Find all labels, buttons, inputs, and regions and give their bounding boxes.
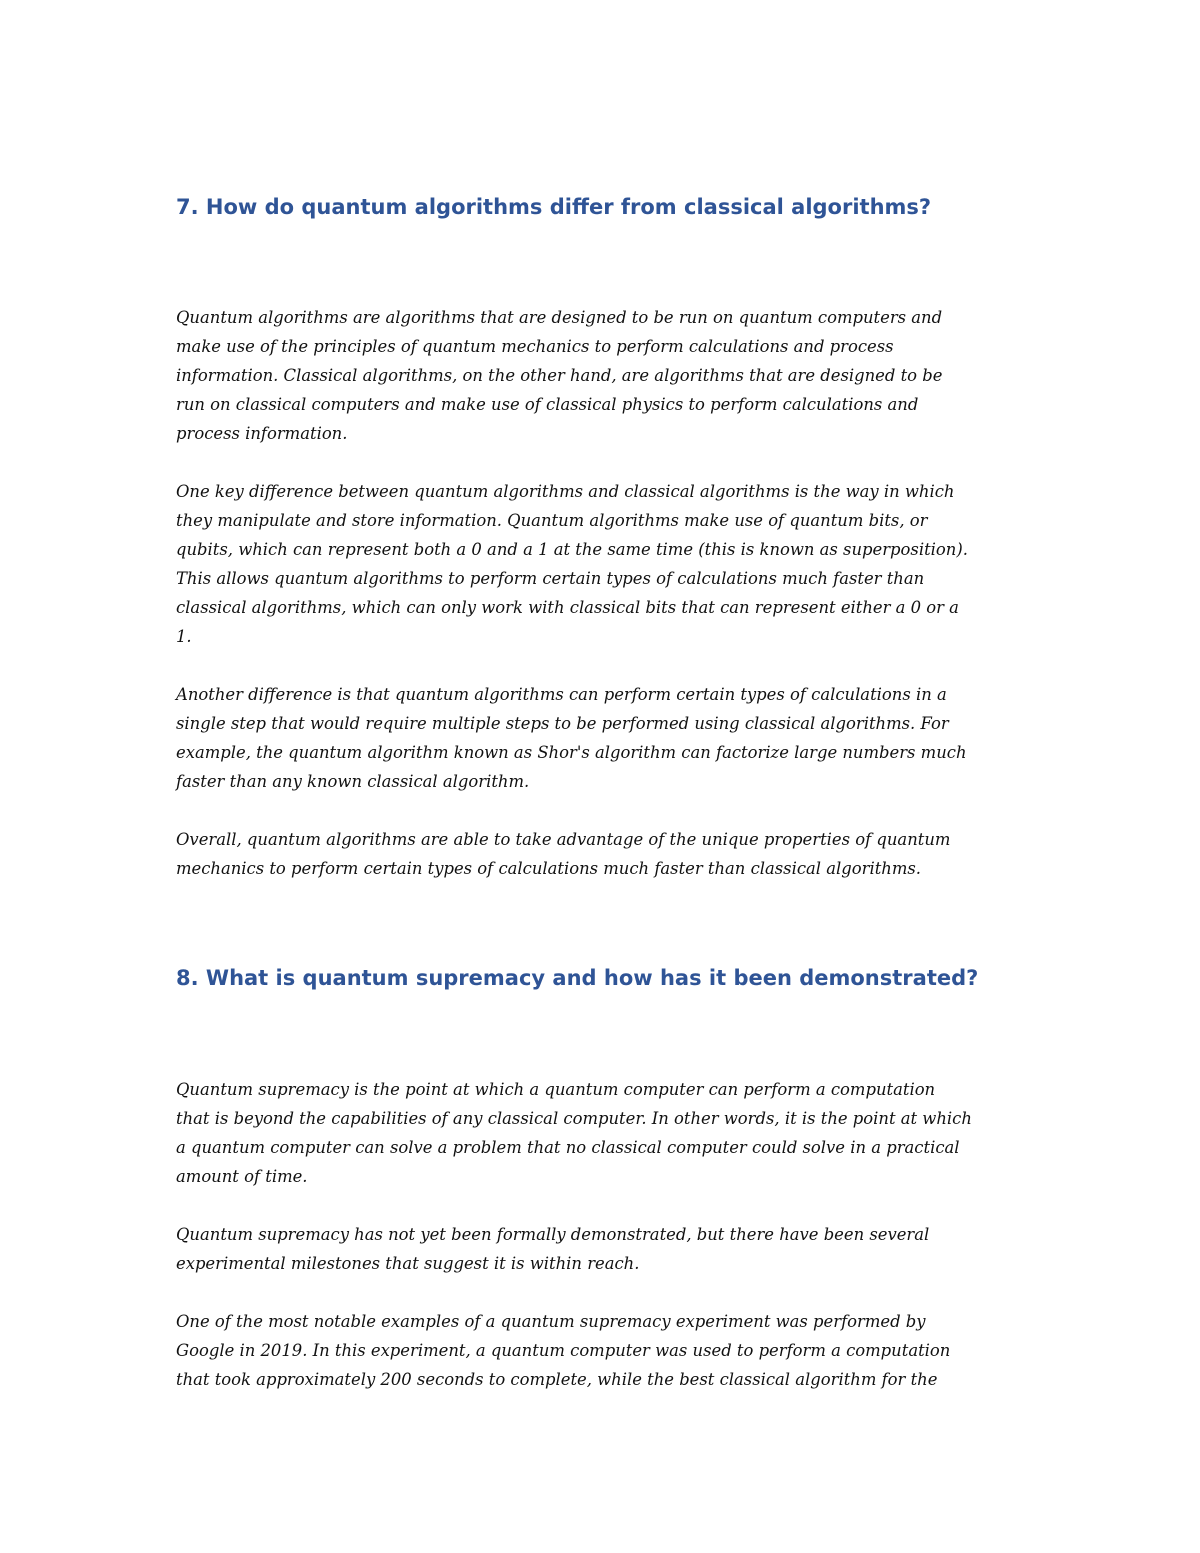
section-8-paragraph-1: Quantum supremacy is the point at which a quantum computer can perform a computation that is beyond the capabilities of any classical computer. In other words, it is the point at which a quantum computer can solve a problem that no classical computer could solve in a practical amount of time. (176, 1080, 972, 1186)
section-8-body (176, 1075, 1036, 1394)
section-7-paragraph-1: Quantum algorithms are algorithms that are designed to be run on quantum computers and make use of the principles of quantum mechanics to perform calculations and process information. Classical algorithms, on the other hand, are algorithms that are designed to be run on classical computers and make use of classical physics to perform calculations and process information. (176, 308, 943, 443)
section-7-heading: 7. How do quantum algorithms differ from classical algorithms? (176, 195, 932, 219)
section-8-paragraph-3: One of the most notable examples of a quantum supremacy experiment was performed by Google in 2019. In this experiment, a quantum computer was used to perform a computation that took approximately 200 seconds to complete, while the best classical algorithm for the (176, 1312, 951, 1389)
section-8-paragraph-2: Quantum supremacy has not yet been formally demonstrated, but there have been several experimental milestones that suggest it is within reach. (176, 1225, 930, 1273)
section-7-paragraph-2: One key difference between quantum algorithms and classical algorithms is the way in which they manipulate and store information. Quantum algorithms make use of quantum bits, or qubits, which can represent both a 0 and a 1 at the same time (this is known as superposition). This allows quantum algorithms to perform certain types of calculations much faster than classical algorithms, which can only work with classical bits that can represent either a 0 or a 1. (176, 482, 968, 646)
section-8-heading: 8. What is quantum supremacy and how has it been demonstrated? (176, 966, 979, 990)
section-7-body (176, 303, 1036, 883)
section-7-paragraph-3: Another difference is that quantum algorithms can perform certain types of calculations in a single step that would require multiple steps to be performed using classical algorithms. For example, the quantum algorithm known as Shor's algorithm can factorize large numbers much faster than any known classical algorithm. (176, 685, 967, 791)
section-7-paragraph-4: Overall, quantum algorithms are able to take advantage of the unique properties of quantum mechanics to perform certain types of calculations much faster than classical algorithms. (176, 830, 951, 878)
